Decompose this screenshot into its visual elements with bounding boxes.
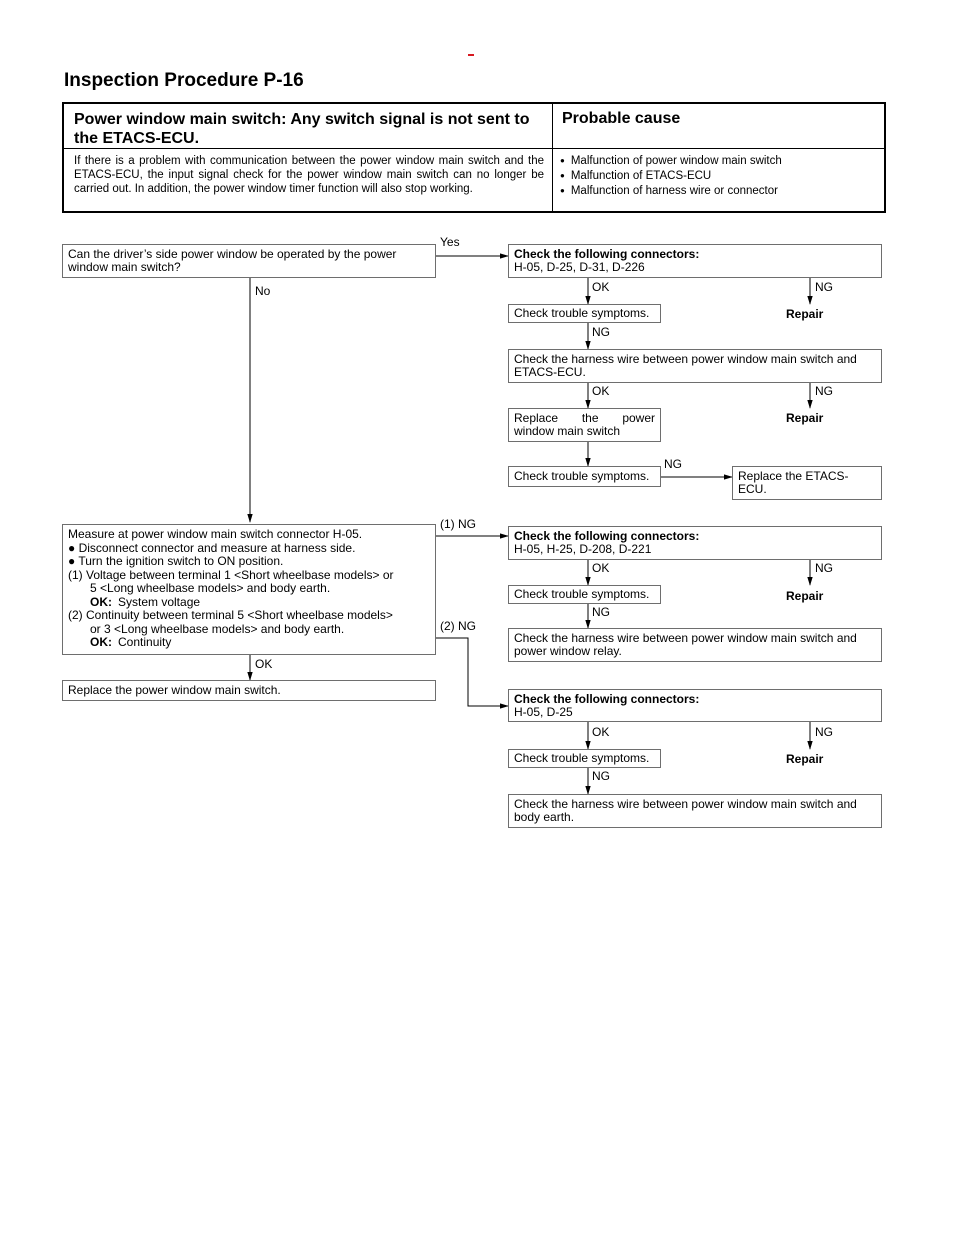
question-window-operable: Can the driver’s side power window be operated by the power window main switch? bbox=[62, 244, 436, 278]
check-harness-earth: Check the harness wire between power window main switch and body earth. bbox=[508, 794, 882, 828]
yes-label: Yes bbox=[440, 235, 460, 249]
check-connectors-title: Check the following connectors: bbox=[514, 247, 700, 261]
connector-list: H-05, D-25 bbox=[514, 705, 573, 719]
check-harness-relay: Check the harness wire between power window main switch and power window relay. bbox=[508, 628, 882, 662]
check-connectors-a bbox=[508, 244, 882, 278]
ng-label: NG bbox=[815, 384, 833, 398]
replace-main-switch: Replace the power window main switch. bbox=[62, 680, 436, 701]
repair-label: Repair bbox=[786, 752, 824, 766]
ng-label: NG bbox=[815, 561, 833, 575]
repair-label: Repair bbox=[786, 589, 824, 603]
check-harness-etacs: Check the harness wire between power window main switch and ETACS-ECU. bbox=[508, 349, 882, 383]
no-label: No bbox=[255, 284, 271, 298]
check-trouble-symptoms: Check trouble symptoms. bbox=[508, 585, 661, 604]
cause-item: ● Malfunction of power window main switch bbox=[560, 154, 880, 169]
check-connectors-c bbox=[508, 689, 882, 722]
repair-label: Repair bbox=[786, 411, 824, 425]
measure-item-2-cont: or 3 <Long wheelbase models> and body earth. bbox=[90, 621, 345, 636]
check-trouble-symptoms: Check trouble symptoms. bbox=[508, 749, 661, 768]
ok-value: Continuity bbox=[118, 635, 172, 649]
ok-value: System voltage bbox=[118, 594, 201, 609]
measure-item-1-cont: 5 <Long wheelbase models> and body earth. bbox=[90, 581, 331, 595]
symptom-description: If there is a problem with communication between the power window main switch and the ETACS-ECU, the input signal check for the power window main switch can no longer be carried out. In addition, the power window timer function will also stop working. bbox=[74, 155, 544, 195]
ok-key: OK: bbox=[90, 594, 112, 609]
ng-label: NG bbox=[592, 325, 610, 339]
measure-item-1: (1) Voltage between terminal 1 <Short wheelbase models> or bbox=[68, 567, 394, 582]
measure-title: Measure at power window main switch connector H-05. bbox=[68, 527, 363, 541]
ok-label: OK bbox=[592, 725, 610, 739]
ng-label: NG bbox=[815, 725, 833, 739]
check-trouble-symptoms: Check trouble symptoms. bbox=[508, 304, 661, 323]
replace-etacs-ecu: Replace the ETACS-ECU. bbox=[732, 466, 882, 500]
check-connectors-b bbox=[508, 526, 882, 560]
ng-label: NG bbox=[592, 605, 610, 619]
ng-label: NG bbox=[664, 457, 682, 471]
measure-bullet: Turn the ignition switch to ON position. bbox=[78, 554, 284, 568]
replace-main-switch-a: Replace the power window main switch bbox=[508, 408, 661, 442]
repair-label: Repair bbox=[786, 307, 824, 321]
ng-label: NG bbox=[815, 280, 833, 294]
ng2-arrow bbox=[436, 638, 508, 706]
measure-bullet: Disconnect connector and measure at harness side. bbox=[78, 540, 356, 555]
ok-label: OK bbox=[592, 384, 610, 398]
ng-label: NG bbox=[592, 769, 610, 783]
ng2-label: (2) NG bbox=[440, 619, 476, 633]
ok-label: OK bbox=[592, 280, 610, 294]
cause-item: ● Malfunction of ETACS-ECU bbox=[560, 169, 880, 184]
measure-connector-h05: Measure at power window main switch connector H-05. ● Disconnect connector and measure at harness side. ● Turn the ignition switch to ON position. (1) Voltage between terminal 1 <Short wheelbase models> or 5 <Long wheelbase models> and body earth. OK: System voltage (2) Continuity between terminal 5 <Short wheelbase models> or 3 <Long wheelbase models> and body earth. OK: Continuity bbox=[62, 524, 436, 655]
check-trouble-symptoms: Check trouble symptoms. bbox=[508, 466, 661, 487]
symptom-heading: Power window main switch: Any switch signal is not sent to the ETACS-ECU. bbox=[74, 111, 530, 147]
ok-key: OK: bbox=[90, 635, 112, 649]
ng1-label: (1) NG bbox=[440, 517, 476, 531]
ok-label: OK bbox=[592, 561, 610, 575]
page-title: Inspection Procedure P-16 bbox=[64, 70, 304, 91]
check-connectors-title: Check the following connectors: bbox=[514, 692, 700, 706]
check-connectors-title: Check the following connectors: bbox=[514, 529, 700, 543]
measure-item-2: (2) Continuity between terminal 5 <Short wheelbase models> bbox=[68, 608, 393, 622]
cause-item: ● Malfunction of harness wire or connector bbox=[560, 184, 880, 199]
probable-cause-heading: Probable cause bbox=[562, 110, 681, 127]
ok-label: OK bbox=[255, 657, 273, 671]
connector-list: H-05, D-25, D-31, D-226 bbox=[514, 260, 645, 274]
connector-list: H-05, H-25, D-208, D-221 bbox=[514, 542, 652, 556]
